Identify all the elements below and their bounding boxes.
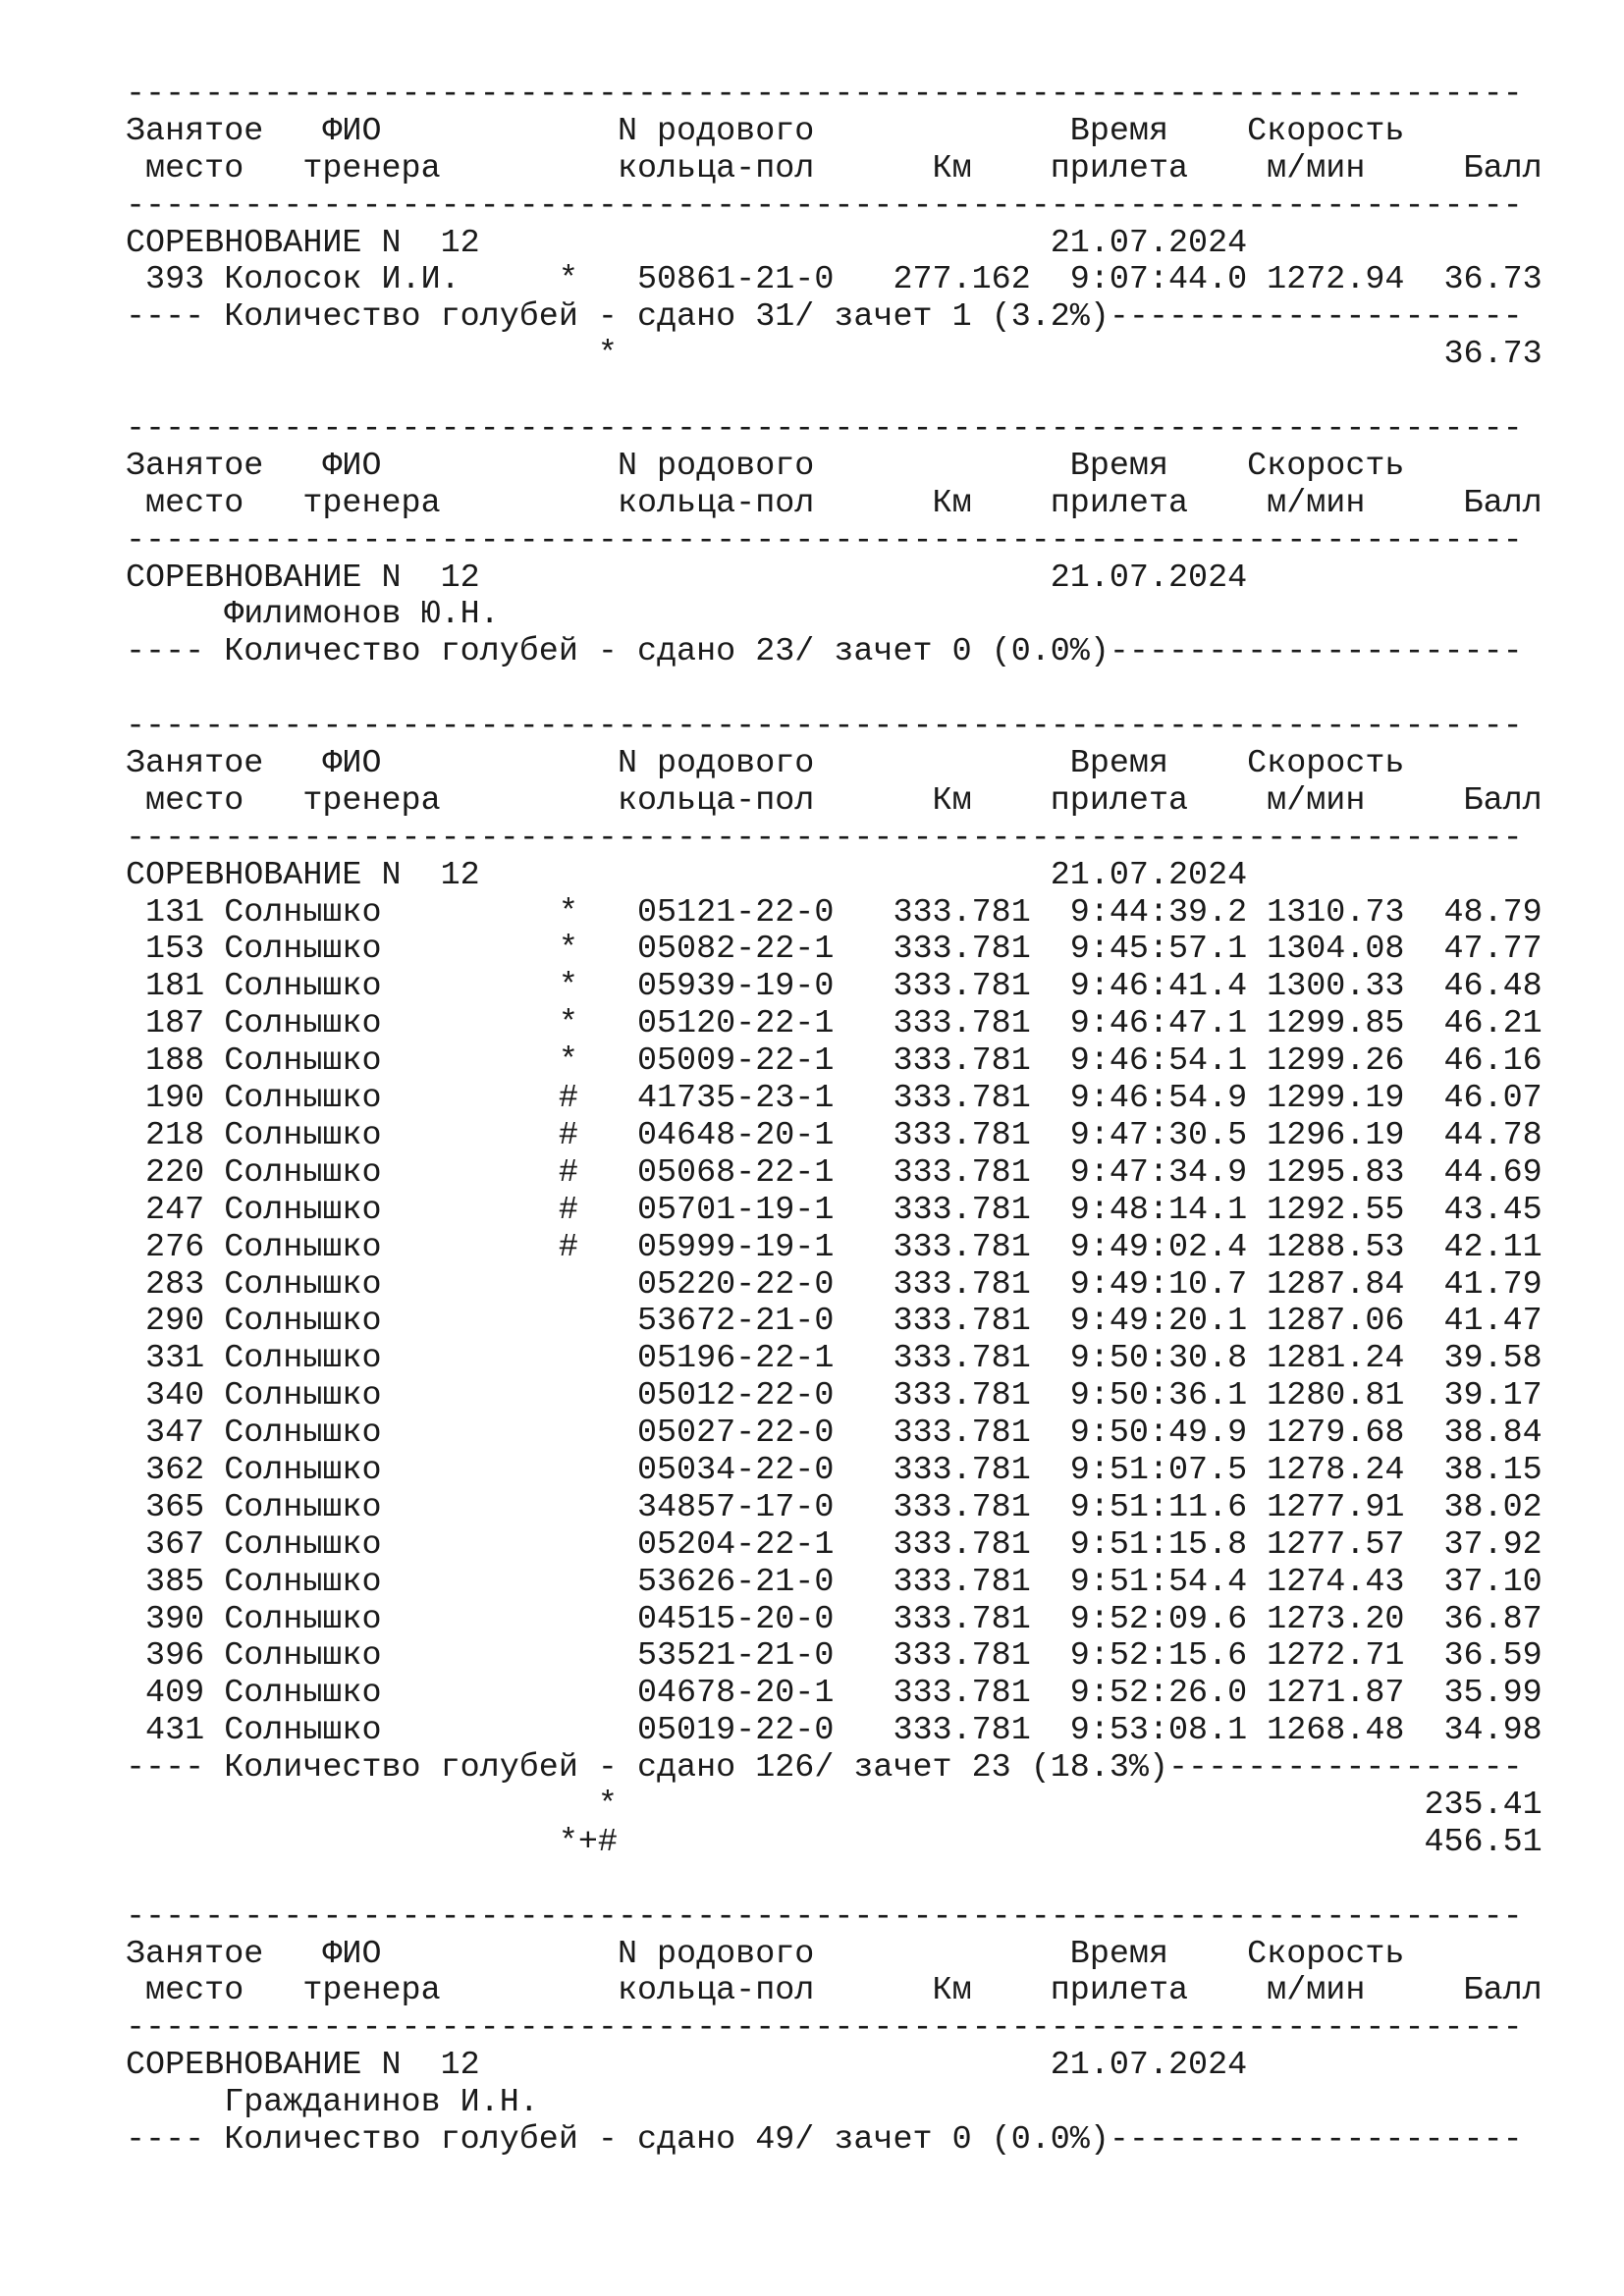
result-row: 331 Солнышко 05196-22-1 333.781 9:50:30.8 1281.24 39.58: [126, 1340, 1543, 1378]
column-header-subline: место тренера кольца-пол Км прилета м/мин Балл: [126, 1972, 1543, 2010]
column-header-line: Занятое ФИО N родового Время Скорость: [126, 112, 1405, 150]
separator-line: -----------------------------------------------------------------------: [126, 819, 1523, 857]
column-header-line: Занятое ФИО N родового Время Скорость: [126, 447, 1405, 485]
competition-heading: СОРЕВНОВАНИЕ N 12 21.07.2024: [126, 856, 1248, 894]
separator-line: -----------------------------------------------------------------------: [126, 2009, 1523, 2048]
result-row: 153 Солнышко * 05082-22-1 333.781 9:45:57.1 1304.08 47.77: [126, 931, 1543, 969]
result-row: 385 Солнышко 53626-21-0 333.781 9:51:54.4 1274.43 37.10: [126, 1563, 1543, 1601]
trainer-name-line: Гражданинов И.Н.: [126, 2084, 539, 2122]
result-row: 276 Солнышко # 05999-19-1 333.781 9:49:02.4 1288.53 42.11: [126, 1228, 1543, 1266]
blank-line: [126, 374, 1543, 411]
pigeon-count-summary: ---- Количество голубей - сдано 49/ зачет 0 (0.0%)---------------------: [126, 2120, 1523, 2159]
result-row: 393 Колосок И.И. * 50861-21-0 277.162 9:07:44.0 1272.94 36.73: [126, 261, 1543, 299]
score-total-line: * 36.73: [126, 336, 1543, 374]
result-row: 431 Солнышко 05019-22-0 333.781 9:53:08.1 1268.48 34.98: [126, 1712, 1543, 1750]
result-row: 390 Солнышко 04515-20-0 333.781 9:52:09.6 1273.20 36.87: [126, 1600, 1543, 1638]
result-row: 131 Солнышко * 05121-22-0 333.781 9:44:39.2 1310.73 48.79: [126, 893, 1543, 932]
separator-line: -----------------------------------------------------------------------: [126, 1897, 1523, 1936]
pigeon-count-summary: ---- Количество голубей - сдано 126/ зачет 23 (18.3%)------------------: [126, 1749, 1523, 1788]
column-header-line: Занятое ФИО N родового Время Скорость: [126, 745, 1405, 783]
result-row: 220 Солнышко # 05068-22-1 333.781 9:47:34.9 1295.83 44.69: [126, 1153, 1543, 1192]
score-total-line: * 235.41: [126, 1786, 1543, 1824]
column-header-line: Занятое ФИО N родового Время Скорость: [126, 1935, 1405, 1973]
blank-line: [126, 1862, 1543, 1899]
blank-line: [126, 671, 1543, 709]
column-header-subline: место тренера кольца-пол Км прилета м/мин Балл: [126, 149, 1543, 187]
result-row: 396 Солнышко 53521-21-0 333.781 9:52:15.6 1272.71 36.59: [126, 1637, 1543, 1676]
column-header-subline: место тренера кольца-пол Км прилета м/мин Балл: [126, 781, 1543, 820]
separator-line: -----------------------------------------------------------------------: [126, 521, 1523, 560]
result-row: 365 Солнышко 34857-17-0 333.781 9:51:11.6 1277.91 38.02: [126, 1488, 1543, 1526]
result-row: 188 Солнышко * 05009-22-1 333.781 9:46:54.1 1299.26 46.16: [126, 1042, 1543, 1081]
result-row: 283 Солнышко 05220-22-0 333.781 9:49:10.7 1287.84 41.79: [126, 1265, 1543, 1304]
result-row: 347 Солнышко 05027-22-0 333.781 9:50:49.9 1279.68 38.84: [126, 1415, 1543, 1453]
trainer-name-line: Филимонов Ю.Н.: [126, 596, 500, 634]
result-row: 247 Солнышко # 05701-19-1 333.781 9:48:14.1 1292.55 43.45: [126, 1191, 1543, 1229]
competition-heading: СОРЕВНОВАНИЕ N 12 21.07.2024: [126, 2047, 1248, 2085]
separator-line: -----------------------------------------------------------------------: [126, 187, 1523, 225]
result-row: 181 Солнышко * 05939-19-0 333.781 9:46:41.4 1300.33 46.48: [126, 968, 1543, 1006]
result-row: 340 Солнышко 05012-22-0 333.781 9:50:36.1 1280.81 39.17: [126, 1377, 1543, 1415]
pigeon-count-summary: ---- Количество голубей - сдано 31/ зачет 1 (3.2%)---------------------: [126, 298, 1523, 337]
separator-line: -----------------------------------------------------------------------: [126, 708, 1523, 746]
pigeon-count-summary: ---- Количество голубей - сдано 23/ зачет 0 (0.0%)---------------------: [126, 633, 1523, 671]
result-row: 290 Солнышко 53672-21-0 333.781 9:49:20.1 1287.06 41.47: [126, 1303, 1543, 1341]
separator-line: -----------------------------------------------------------------------: [126, 76, 1523, 113]
result-row: 362 Солнышко 05034-22-0 333.781 9:51:07.5 1278.24 38.15: [126, 1451, 1543, 1489]
result-row: 218 Солнышко # 04648-20-1 333.781 9:47:30.5 1296.19 44.78: [126, 1116, 1543, 1154]
result-row: 187 Солнышко * 05120-22-1 333.781 9:46:47.1 1299.85 46.21: [126, 1005, 1543, 1043]
result-row: 409 Солнышко 04678-20-1 333.781 9:52:26.0 1271.87 35.99: [126, 1675, 1543, 1713]
competition-heading: СОРЕВНОВАНИЕ N 12 21.07.2024: [126, 559, 1248, 597]
score-total-line: *+# 456.51: [126, 1823, 1543, 1861]
result-row: 190 Солнышко # 41735-23-1 333.781 9:46:54.9 1299.19 46.07: [126, 1080, 1543, 1118]
competition-heading: СОРЕВНОВАНИЕ N 12 21.07.2024: [126, 224, 1248, 262]
result-row: 367 Солнышко 05204-22-1 333.781 9:51:15.8 1277.57 37.92: [126, 1525, 1543, 1564]
competition-results-document: [126, 77, 1543, 2160]
separator-line: -----------------------------------------------------------------------: [126, 410, 1523, 449]
column-header-subline: место тренера кольца-пол Км прилета м/мин Балл: [126, 484, 1543, 522]
